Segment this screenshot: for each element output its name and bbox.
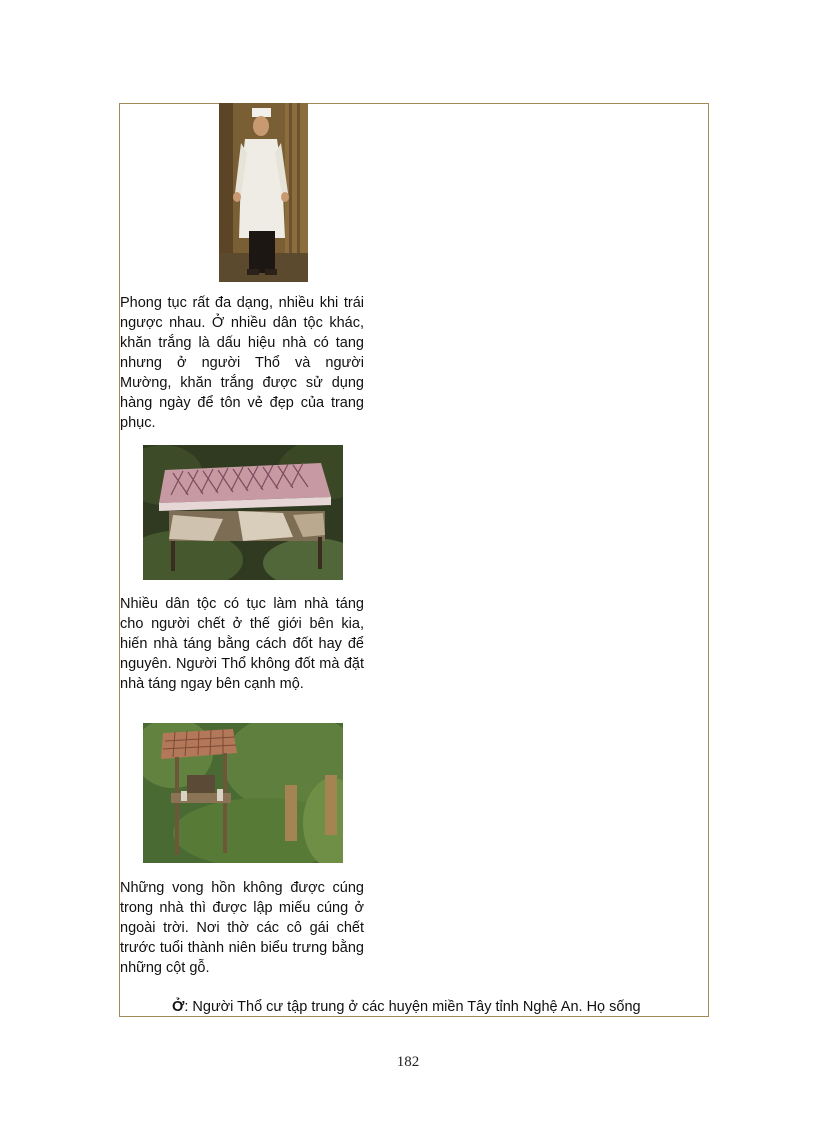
closing-paragraph	[172, 997, 710, 1017]
closing-label: Ở	[172, 999, 185, 1015]
funeral-house-caption: Nhiều dân tộc có tục làm nhà táng cho người chết ở thế giới bên kia, hiến nhà táng bằng cách đốt hay để nguyên. Người Thổ không đốt mà đặt nhà táng ngay bên cạnh mộ.	[120, 596, 364, 692]
page-number: 182	[396, 1054, 420, 1070]
funeral-house-photo	[143, 445, 343, 580]
shrine-caption: Những vong hồn không được cúng trong nhà thì được lập miếu cúng ở ngoài trời. Nơi thờ các cô gái chết trước tuổi thành niên biểu trưng bằng những cột gỗ.	[120, 880, 364, 976]
closing-text: : Người Thổ cư tập trung ở các huyện miền Tây tỉnh Nghệ An. Họ sống	[184, 999, 641, 1015]
portrait-photo	[219, 103, 308, 282]
portrait-caption: Phong tục rất đa dạng, nhiều khi trái ngược nhau. Ở nhiều dân tộc khác, khăn trắng là dấu hiệu nhà có tang nhưng ở người Thổ và người Mường, khăn trắng được sử dụng hàng ngày để tôn vẻ đẹp của trang phục.	[120, 295, 364, 431]
shrine-photo	[143, 723, 343, 863]
